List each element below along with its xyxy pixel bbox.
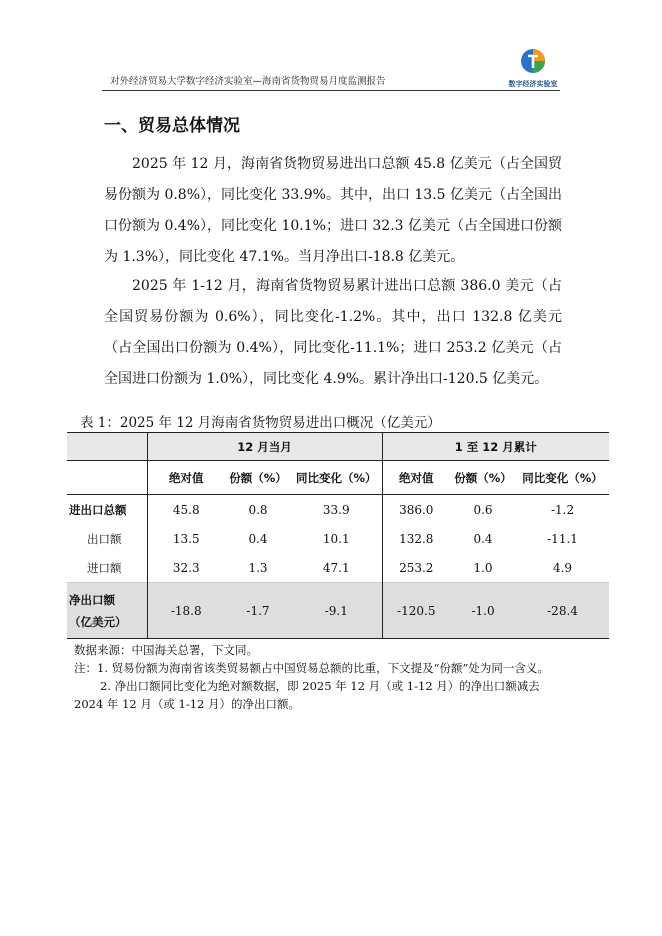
data-source-note: 数据来源：中国海关总署，下文同。	[74, 643, 258, 657]
column-header: 份额（%）	[225, 461, 291, 495]
table-cell: 1.0	[473, 560, 493, 575]
table-cell: 386.0	[399, 502, 434, 517]
section-title: 一、贸易总体情况	[104, 116, 240, 136]
table-caption: 表 1：2025 年 12 月海南省货物贸易进出口概况（亿美元）	[80, 415, 441, 431]
table-cell: -120.5	[382, 583, 450, 639]
table-cell: 32.3	[172, 560, 200, 575]
column-header: 绝对值	[382, 461, 450, 495]
group-header-month: 12 月当月	[147, 433, 382, 461]
table-cell: -28.4	[516, 583, 609, 639]
column-header: 同比变化（%）	[516, 461, 609, 495]
row-label: 进口额	[67, 553, 147, 583]
table-column-header-row	[67, 461, 609, 495]
table-row	[67, 553, 609, 583]
table-cell: 4.9	[552, 560, 573, 575]
table-row	[67, 524, 609, 553]
group-header-ytd: 1 至 12 月累计	[382, 433, 609, 461]
report-header-title: 对外经济贸易大学数字经济实验室—海南省货物贸易月度监测报告	[110, 76, 386, 87]
table-cell: 45.8	[172, 502, 200, 517]
row-label-line: 净出口额	[69, 592, 115, 607]
column-header: 绝对值	[147, 461, 225, 495]
table-cell: 0.8	[248, 502, 268, 517]
paragraph-monthly: 2025 年 12 月，海南省货物贸易进出口总额 45.8 亿美元（占全国贸易份额为 0.8%），同比变化 33.9%。其中，出口 13.5 亿美元（占全国出口份额为 0.4%），同比变化 10.1%；进口 32.3 亿美元（占全国进口份额为 1.3%），同比变化 47.1%。当月净出口-18.8 亿美元。	[104, 156, 563, 265]
note-1: 注：1. 贸易份额为海南省该类贸易额占中国贸易总额的比重，下文提及“份额”处为同一含义。	[74, 661, 549, 675]
row-label: 出口额	[67, 524, 147, 553]
column-header: 份额（%）	[450, 461, 516, 495]
table-cell: 33.9	[291, 495, 382, 525]
table-cell: 0.4	[473, 531, 493, 546]
column-header: 同比变化（%）	[291, 461, 382, 495]
table-row-net-export	[67, 583, 609, 639]
trade-summary-table	[67, 432, 609, 639]
note-2: 2. 净出口额同比变化为绝对额数据，即 2025 年 12 月（或 1-12 月）的净出口额减去 2024 年 12 月（或 1-12 月）的净出口额。	[74, 679, 540, 711]
header-divider	[102, 90, 560, 91]
lab-logo-icon	[520, 48, 546, 74]
row-label-line: （亿美元）	[69, 614, 127, 629]
table-cell: 1.3	[248, 560, 268, 575]
table-cell: -9.1	[291, 583, 382, 639]
table-cell: -1.7	[225, 583, 291, 639]
table-cell: 253.2	[399, 560, 434, 575]
table-cell: 13.5	[172, 531, 200, 546]
paragraph-annual: 2025 年 1-12 月，海南省货物贸易累计进出口总额 386.0 美元（占全国贸易份额为 0.6%），同比变化-1.2%。其中，出口 132.8 亿美元（占全国出口份额为 0.4%），同比变化-11.1%；进口 253.2 亿美元（占全国进口份额为 1.0%），同比变化 4.9%。累计净出口-120.5 亿美元。	[104, 278, 562, 387]
table-cell: -11.1	[547, 531, 578, 546]
table-row	[67, 495, 609, 525]
table-cell: 10.1	[291, 524, 382, 553]
lab-logo	[503, 48, 563, 88]
table-group-header-row	[67, 433, 609, 461]
table-cell: -18.8	[147, 583, 225, 639]
table-cell: 0.6	[473, 502, 493, 517]
table-corner-cell	[67, 433, 147, 461]
row-label: 进出口总额	[67, 495, 147, 525]
row-label	[67, 583, 147, 639]
table-cell: 47.1	[291, 553, 382, 583]
table-notes	[74, 641, 562, 713]
table-cell: -1.0	[450, 583, 516, 639]
table-cell: 0.4	[248, 531, 268, 546]
lab-logo-text: 数字经济实验室	[508, 80, 558, 88]
table-cell: 132.8	[399, 531, 434, 546]
table-cell: -1.2	[550, 502, 575, 517]
